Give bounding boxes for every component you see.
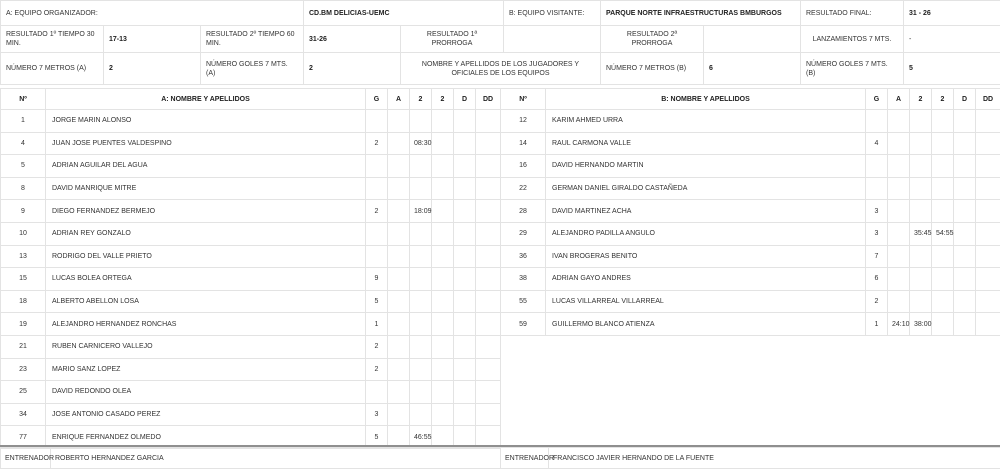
player-goals (366, 381, 388, 404)
player-goals: 2 (366, 358, 388, 381)
col-warning-header: A (888, 89, 910, 110)
player-suspension-1 (910, 132, 932, 155)
player-row (501, 290, 1000, 313)
players-note: NOMBRE Y APELLIDOS DE LOS JUGADORES Y OFICIALES DE LOS EQUIPOS (401, 53, 601, 85)
player-row (1, 132, 501, 155)
player-goals (366, 110, 388, 133)
player-warning (888, 268, 910, 291)
col-disqualification-header: D (954, 89, 976, 110)
player-suspension-1: 46:55 (410, 426, 432, 449)
player-number: 10 (1, 222, 46, 245)
player-suspension-1 (910, 155, 932, 178)
player-disqualification (954, 132, 976, 155)
player-row (501, 313, 1000, 336)
first-half-label: RESULTADO 1º TIEMPO 30 MIN. (1, 26, 104, 53)
player-suspension-2: 54:55 (932, 222, 954, 245)
col-number-header: Nº (1, 89, 46, 110)
player-name: ENRIQUE FERNANDEZ OLMEDO (46, 426, 366, 449)
player-disqualification (454, 132, 476, 155)
player-number: 22 (501, 177, 546, 200)
col-goals-header: G (866, 89, 888, 110)
player-row (501, 222, 1000, 245)
player-goals: 1 (366, 313, 388, 336)
player-warning (388, 381, 410, 404)
player-warning (888, 110, 910, 133)
player-disqualification (454, 335, 476, 358)
player-number: 36 (501, 245, 546, 268)
player-suspension-2 (432, 110, 454, 133)
player-disqualification (454, 222, 476, 245)
player-name: JOSE ANTONIO CASADO PEREZ (46, 403, 366, 426)
player-dd (976, 110, 1000, 133)
player-goals (866, 177, 888, 200)
player-number: 59 (501, 313, 546, 336)
player-warning (388, 268, 410, 291)
player-suspension-1 (410, 110, 432, 133)
player-number: 4 (1, 132, 46, 155)
player-warning (888, 200, 910, 223)
player-dd (976, 177, 1000, 200)
player-goals: 3 (866, 222, 888, 245)
player-warning (388, 132, 410, 155)
player-dd (976, 313, 1000, 336)
player-row (1, 245, 501, 268)
player-dd (476, 358, 501, 381)
first-half-value: 17-13 (104, 26, 201, 53)
player-name: RAUL CARMONA VALLE (546, 132, 866, 155)
player-row (1, 110, 501, 133)
coach-b-label: ENTRENADOR (501, 448, 549, 469)
player-disqualification (454, 177, 476, 200)
player-suspension-2 (432, 313, 454, 336)
player-disqualification (454, 200, 476, 223)
player-dd (976, 132, 1000, 155)
player-goals: 1 (866, 313, 888, 336)
player-warning (888, 132, 910, 155)
player-row (1, 290, 501, 313)
player-name: DAVID MARTINEZ ACHA (546, 200, 866, 223)
player-number: 15 (1, 268, 46, 291)
player-suspension-1 (410, 358, 432, 381)
player-dd (976, 268, 1000, 291)
team-a-table (0, 88, 501, 449)
player-dd (476, 381, 501, 404)
player-name: KARIM AHMED URRA (546, 110, 866, 133)
player-number: 21 (1, 335, 46, 358)
player-suspension-1 (910, 200, 932, 223)
player-number: 5 (1, 155, 46, 178)
player-disqualification (954, 268, 976, 291)
player-row (501, 200, 1000, 223)
player-warning (888, 290, 910, 313)
player-name: LUCAS VILLARREAL VILLARREAL (546, 290, 866, 313)
player-warning: 24:10 (888, 313, 910, 336)
player-number: 19 (1, 313, 46, 336)
player-goals: 6 (866, 268, 888, 291)
player-row (1, 268, 501, 291)
player-goals: 2 (866, 290, 888, 313)
player-name: DAVID MANRIQUE MITRE (46, 177, 366, 200)
overtime1-label: RESULTADO 1ª PRORROGA (401, 26, 504, 53)
player-dd (976, 200, 1000, 223)
player-goals: 2 (366, 132, 388, 155)
player-row (1, 200, 501, 223)
match-header (0, 0, 1000, 85)
player-number: 14 (501, 132, 546, 155)
col-dd-header: DD (976, 89, 1000, 110)
player-disqualification (454, 290, 476, 313)
player-warning (388, 335, 410, 358)
organizer-label: A: EQUIPO ORGANIZADOR: (1, 1, 304, 26)
player-disqualification (454, 403, 476, 426)
player-name: ADRIAN REY GONZALO (46, 222, 366, 245)
player-number: 12 (501, 110, 546, 133)
col-name-header: B: NOMBRE Y APELLIDOS (546, 89, 866, 110)
player-number: 38 (501, 268, 546, 291)
player-name: JUAN JOSE PUENTES VALDESPINO (46, 132, 366, 155)
player-suspension-1: 38:00 (910, 313, 932, 336)
player-goals: 7 (866, 245, 888, 268)
player-warning (388, 290, 410, 313)
player-suspension-2 (932, 155, 954, 178)
player-disqualification (954, 110, 976, 133)
player-number: 25 (1, 381, 46, 404)
player-suspension-2 (932, 268, 954, 291)
player-disqualification (454, 155, 476, 178)
player-warning (388, 200, 410, 223)
player-suspension-1: 08:30 (410, 132, 432, 155)
second-half-label: RESULTADO 2º TIEMPO 60 MIN. (201, 26, 304, 53)
goals7-b-value: 5 (904, 53, 1000, 85)
col-warning-header: A (388, 89, 410, 110)
player-warning (888, 222, 910, 245)
player-row (1, 313, 501, 336)
player-goals: 2 (366, 335, 388, 358)
player-dd (476, 110, 501, 133)
final-result-value: 31 - 26 (904, 1, 1000, 26)
goals7-a-value: 2 (304, 53, 401, 85)
player-warning (888, 245, 910, 268)
player-name: LUCAS BOLEA ORTEGA (46, 268, 366, 291)
player-disqualification (954, 177, 976, 200)
player-goals (866, 110, 888, 133)
player-suspension-1 (410, 268, 432, 291)
player-number: 9 (1, 200, 46, 223)
player-suspension-1 (410, 335, 432, 358)
player-goals: 2 (366, 200, 388, 223)
player-number: 1 (1, 110, 46, 133)
player-suspension-1 (410, 155, 432, 178)
player-disqualification (954, 200, 976, 223)
player-disqualification (454, 313, 476, 336)
player-goals: 4 (866, 132, 888, 155)
player-suspension-1 (410, 313, 432, 336)
player-suspension-1 (410, 222, 432, 245)
player-suspension-1 (410, 245, 432, 268)
player-suspension-2 (932, 290, 954, 313)
col-number-header: Nº (501, 89, 546, 110)
player-dd (976, 222, 1000, 245)
overtime2-value (704, 26, 801, 53)
player-suspension-1 (410, 177, 432, 200)
player-warning (388, 155, 410, 178)
player-name: DAVID REDONDO OLEA (46, 381, 366, 404)
throws-value: - (904, 26, 1000, 53)
goals7-a-label: NÚMERO GOLES 7 MTS. (A) (201, 53, 304, 85)
player-goals: 5 (366, 290, 388, 313)
player-disqualification (454, 381, 476, 404)
player-name: GUILLERMO BLANCO ATIENZA (546, 313, 866, 336)
player-suspension-1 (910, 177, 932, 200)
goals7-b-label: NÚMERO GOLES 7 MTS. (B) (801, 53, 904, 85)
player-dd (476, 200, 501, 223)
player-suspension-2 (932, 132, 954, 155)
player-dd (476, 313, 501, 336)
player-row (1, 381, 501, 404)
coaches-row (0, 447, 1000, 469)
coach-a-label: ENTRENADOR (1, 448, 51, 469)
player-suspension-2 (432, 358, 454, 381)
player-number: 13 (1, 245, 46, 268)
second-half-value: 31-26 (304, 26, 401, 53)
player-goals: 3 (866, 200, 888, 223)
player-dd (976, 290, 1000, 313)
player-disqualification (954, 290, 976, 313)
player-suspension-2 (932, 313, 954, 336)
visitor-team: PARQUE NORTE INFRAESTRUCTURAS BMBURGOS (601, 1, 801, 26)
player-warning (388, 110, 410, 133)
sevens-b-label: NÚMERO 7 METROS (B) (601, 53, 704, 85)
sevens-b-value: 6 (704, 53, 801, 85)
overtime2-label: RESULTADO 2ª PRORROGA (601, 26, 704, 53)
player-suspension-2 (432, 268, 454, 291)
organizer-team: CD.BM DELICIAS-UEMC (304, 1, 504, 26)
player-row (501, 132, 1000, 155)
player-goals (366, 245, 388, 268)
player-row (1, 403, 501, 426)
team-b-table (500, 88, 1000, 336)
player-warning (388, 403, 410, 426)
player-name: DAVID HERNANDO MARTIN (546, 155, 866, 178)
player-name: ALEJANDRO HERNANDEZ RONCHAS (46, 313, 366, 336)
player-suspension-1 (910, 268, 932, 291)
col-name-header: A: NOMBRE Y APELLIDOS (46, 89, 366, 110)
player-suspension-2 (432, 290, 454, 313)
player-number: 55 (501, 290, 546, 313)
player-disqualification (454, 245, 476, 268)
player-dd (476, 177, 501, 200)
col-disqualification-header: D (454, 89, 476, 110)
player-name: JORGE MARIN ALONSO (46, 110, 366, 133)
col-suspension1-header: 2 (410, 89, 432, 110)
player-number: 16 (501, 155, 546, 178)
player-name: RODRIGO DEL VALLE PRIETO (46, 245, 366, 268)
player-suspension-2 (432, 381, 454, 404)
player-name: ALEJANDRO PADILLA ANGULO (546, 222, 866, 245)
player-number: 29 (501, 222, 546, 245)
player-number: 28 (501, 200, 546, 223)
player-warning (388, 222, 410, 245)
player-warning (888, 155, 910, 178)
player-disqualification (454, 268, 476, 291)
throws-label: LANZAMIENTOS 7 MTS. (801, 26, 904, 53)
player-warning (388, 177, 410, 200)
player-number: 77 (1, 426, 46, 449)
player-number: 18 (1, 290, 46, 313)
visitor-label: B: EQUIPO VISITANTE: (504, 1, 601, 26)
player-goals (866, 155, 888, 178)
player-suspension-2 (932, 177, 954, 200)
player-row (1, 222, 501, 245)
overtime1-value (504, 26, 601, 53)
player-suspension-2 (932, 200, 954, 223)
player-name: ADRIAN AGUILAR DEL AGUA (46, 155, 366, 178)
col-suspension1-header: 2 (910, 89, 932, 110)
player-goals: 5 (366, 426, 388, 449)
player-suspension-1 (910, 290, 932, 313)
player-suspension-2 (932, 245, 954, 268)
player-name: ADRIAN GAYO ANDRES (546, 268, 866, 291)
player-dd (476, 245, 501, 268)
player-dd (976, 155, 1000, 178)
player-disqualification (454, 110, 476, 133)
player-name: GERMAN DANIEL GIRALDO CASTAÑEDA (546, 177, 866, 200)
col-suspension2-header: 2 (932, 89, 954, 110)
player-suspension-1: 18:09 (410, 200, 432, 223)
player-suspension-1: 35:45 (910, 222, 932, 245)
player-disqualification (954, 245, 976, 268)
player-row (501, 245, 1000, 268)
player-name: IVAN BROGERAS BENITO (546, 245, 866, 268)
player-disqualification (454, 358, 476, 381)
player-dd (476, 132, 501, 155)
player-row (501, 155, 1000, 178)
coach-a-name: ROBERTO HERNANDEZ GARCIA (51, 448, 501, 469)
player-suspension-1 (910, 245, 932, 268)
player-suspension-1 (410, 290, 432, 313)
player-goals (366, 177, 388, 200)
coach-b-name: FRANCISCO JAVIER HERNANDO DE LA FUENTE (549, 448, 1000, 469)
player-suspension-2 (932, 110, 954, 133)
player-row (501, 110, 1000, 133)
player-name: ALBERTO ABELLON LOSA (46, 290, 366, 313)
player-suspension-1 (410, 381, 432, 404)
sevens-a-label: NÚMERO 7 METROS (A) (1, 53, 104, 85)
player-dd (976, 245, 1000, 268)
player-number: 23 (1, 358, 46, 381)
player-dd (476, 155, 501, 178)
player-goals: 9 (366, 268, 388, 291)
player-goals (366, 155, 388, 178)
player-row (1, 335, 501, 358)
player-suspension-2 (432, 403, 454, 426)
team-a-header-row (1, 89, 501, 110)
player-row (501, 177, 1000, 200)
player-warning (388, 313, 410, 336)
player-suspension-1 (410, 403, 432, 426)
player-row (1, 358, 501, 381)
final-result-label: RESULTADO FINAL: (801, 1, 904, 26)
player-suspension-2 (432, 335, 454, 358)
team-b-header-row (501, 89, 1000, 110)
sevens-a-value: 2 (104, 53, 201, 85)
player-number: 8 (1, 177, 46, 200)
player-warning (888, 177, 910, 200)
player-suspension-2 (432, 222, 454, 245)
player-goals: 3 (366, 403, 388, 426)
player-goals (366, 222, 388, 245)
player-row (1, 155, 501, 178)
col-dd-header: DD (476, 89, 501, 110)
player-warning (388, 245, 410, 268)
player-row (501, 268, 1000, 291)
player-suspension-2 (432, 200, 454, 223)
player-dd (476, 290, 501, 313)
player-name: RUBEN CARNICERO VALLEJO (46, 335, 366, 358)
player-suspension-2 (432, 177, 454, 200)
col-suspension2-header: 2 (432, 89, 454, 110)
player-disqualification (954, 222, 976, 245)
player-dd (476, 222, 501, 245)
player-dd (476, 335, 501, 358)
player-number: 34 (1, 403, 46, 426)
player-name: MARIO SANZ LOPEZ (46, 358, 366, 381)
player-disqualification (954, 313, 976, 336)
player-suspension-2 (432, 132, 454, 155)
player-suspension-2 (432, 155, 454, 178)
col-goals-header: G (366, 89, 388, 110)
player-dd (476, 403, 501, 426)
player-row (1, 177, 501, 200)
player-suspension-2 (432, 245, 454, 268)
player-suspension-1 (910, 110, 932, 133)
player-warning (388, 358, 410, 381)
player-dd (476, 268, 501, 291)
player-disqualification (954, 155, 976, 178)
player-name: DIEGO FERNANDEZ BERMEJO (46, 200, 366, 223)
